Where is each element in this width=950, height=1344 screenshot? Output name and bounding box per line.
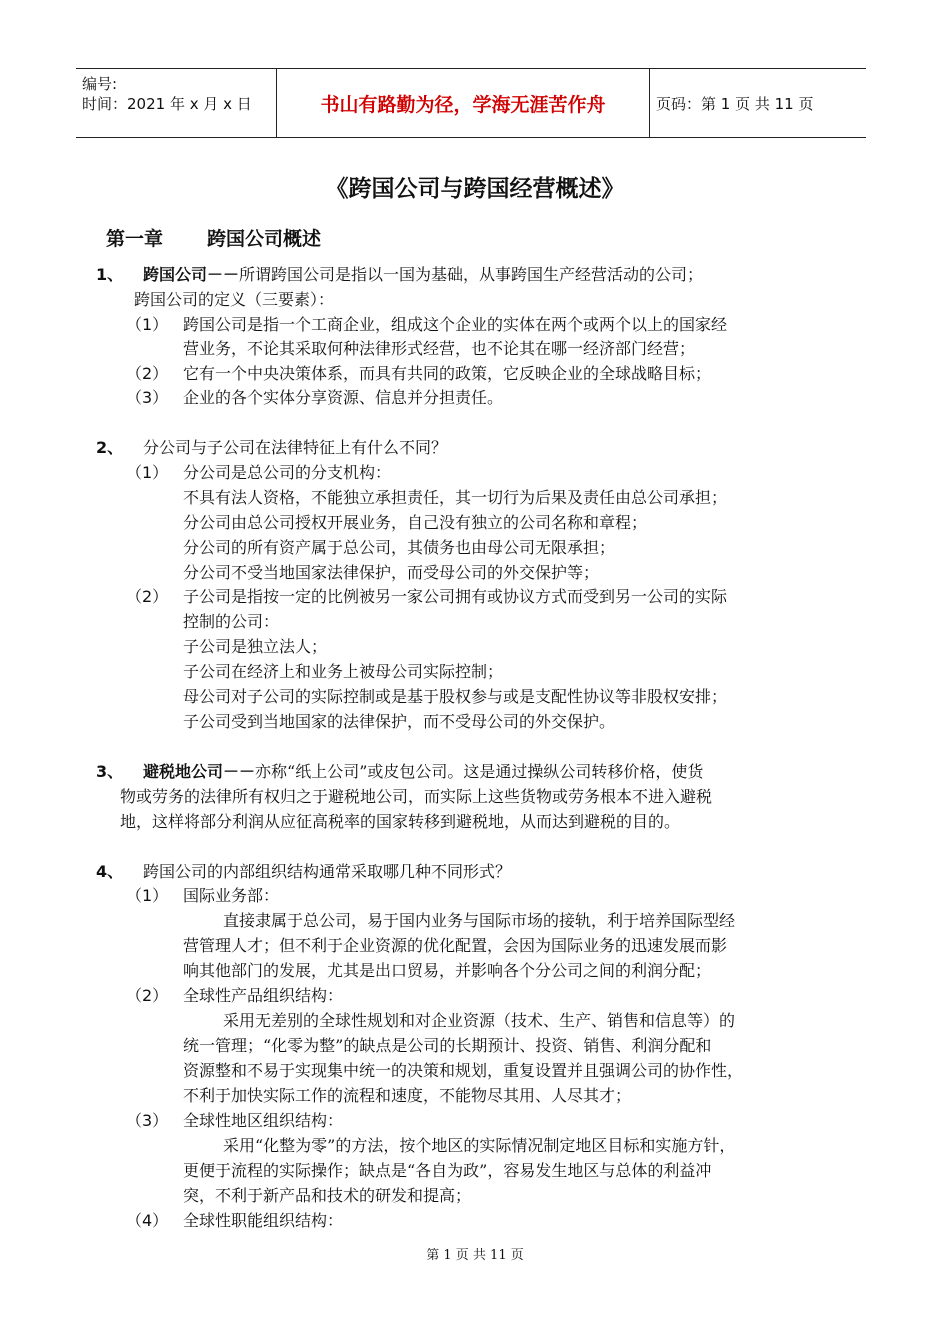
header-table bbox=[76, 68, 866, 138]
chapter-name: 跨国公司概述 bbox=[207, 228, 322, 250]
section-3-line-2: 物或劳务的法律所有权归之于避税地公司，而实际上这些货物或劳务根本不进入避税 bbox=[120, 787, 713, 806]
section-1-item-1-line-1: 跨国公司是指一个工商企业，组成这个企业的实体在两个或两个以上的国家经 bbox=[183, 315, 728, 334]
section-4-item-3: 全球性地区组织结构： bbox=[183, 1111, 344, 1130]
section-4-item-1-line-2: 营管理人才；但不利于企业资源的优化配置，会因为国际业务的迅速发展而影 bbox=[183, 936, 728, 955]
section-2-item-2-point-4: 子公司受到当地国家的法律保护，而不受母公司的外交保护。 bbox=[183, 712, 616, 731]
section-4-item-2-line-3: 资源整和不易于实现集中统一的决策和规划，重复设置并且强调公司的协作性， bbox=[183, 1061, 744, 1080]
number-label: 编号: bbox=[82, 75, 118, 93]
chapter-label: 第一章 bbox=[106, 228, 164, 250]
document-title: 《跨国公司与跨国经营概述》 bbox=[325, 176, 625, 202]
section-1-item-3-number: （3） bbox=[126, 388, 169, 407]
section-2-item-1-number: （1） bbox=[126, 463, 169, 482]
section-3-number: 3、 bbox=[96, 762, 124, 781]
motto: 书山有路勤为径，学海无涯苦作舟 bbox=[277, 69, 650, 137]
section-4-item-1-number: （1） bbox=[126, 886, 169, 905]
section-1-item-2-number: （2） bbox=[126, 364, 169, 383]
section-4-item-2-line-2: 统一管理；“化零为整”的缺点是公司的长期预计、投资、销售、利润分配和 bbox=[183, 1036, 712, 1055]
section-4-number: 4、 bbox=[96, 862, 124, 881]
section-4-item-4-number: （4） bbox=[126, 1211, 169, 1230]
section-1-term: 跨国公司－－ bbox=[143, 265, 240, 284]
section-2-item-1: 分公司是总公司的分支机构： bbox=[183, 463, 392, 482]
section-2-question: 分公司与子公司在法律特征上有什么不同？ bbox=[143, 438, 448, 457]
section-4-item-3-line-1: 采用“化整为零”的方法，按个地区的实际情况制定地区目标和实施方针， bbox=[223, 1136, 736, 1155]
section-4-item-1-line-1: 直接隶属于总公司，易于国内业务与国际市场的接轨，利于培养国际型经 bbox=[223, 911, 736, 930]
section-1-definition: 跨国公司的定义（三要素）： bbox=[134, 290, 335, 309]
section-2-item-2-point-1: 子公司是独立法人； bbox=[183, 637, 328, 656]
section-2-item-2-line-2: 控制的公司： bbox=[183, 612, 280, 631]
header-meta-cell bbox=[76, 69, 277, 137]
section-2-item-2-number: （2） bbox=[126, 587, 169, 606]
section-2-item-2-line-1: 子公司是指按一定的比例被另一家公司拥有或协议方式而受到另一公司的实际 bbox=[183, 587, 728, 606]
section-3-term: 避税地公司－－ bbox=[143, 762, 256, 781]
section-2-item-1-line-1: 不具有法人资格，不能独立承担责任，其一切行为后果及责任由总公司承担； bbox=[183, 488, 728, 507]
section-2-number: 2、 bbox=[96, 438, 124, 457]
section-3-line-1: 亦称“纸上公司”或皮包公司。这是通过操纵公司转移价格，使货 bbox=[255, 762, 704, 781]
time-label: 时间：2021 年 x 月 x 日 bbox=[82, 95, 252, 113]
section-2-item-1-line-4: 分公司不受当地国家法律保护，而受母公司的外交保护等； bbox=[183, 563, 600, 582]
section-4-item-2-line-4: 不利于加快实际工作的流程和速度，不能物尽其用、人尽其才； bbox=[183, 1086, 632, 1105]
page-footer: 第 1 页 共 11 页 bbox=[426, 1248, 524, 1263]
section-1-number: 1、 bbox=[96, 265, 124, 284]
section-3-first-line bbox=[143, 760, 703, 784]
section-2-item-1-line-3: 分公司的所有资产属于总公司，其债务也由母公司无限承担； bbox=[183, 538, 616, 557]
section-4-item-4: 全球性职能组织结构： bbox=[183, 1211, 344, 1230]
section-3-line-3: 地，这样将部分利润从应征高税率的国家转移到避税地，从而达到避税的目的。 bbox=[120, 812, 681, 831]
section-1-item-1-line-2: 营业务，不论其采取何种法律形式经营，也不论其在哪一经济部门经营； bbox=[183, 339, 696, 358]
section-4-item-3-line-2: 更便于流程的实际操作；缺点是“各自为政”，容易发生地区与总体的利益冲 bbox=[183, 1161, 712, 1180]
section-4-item-2: 全球性产品组织结构： bbox=[183, 986, 344, 1005]
section-2-item-1-line-2: 分公司由总公司授权开展业务，自己没有独立的公司名称和章程； bbox=[183, 513, 648, 532]
section-4-item-1-line-3: 响其他部门的发展，尤其是出口贸易，并影响各个分公司之间的利润分配； bbox=[183, 961, 712, 980]
section-2-item-2-point-3: 母公司对子公司的实际控制或是基于股权参与或是支配性协议等非股权安排； bbox=[183, 687, 728, 706]
section-4-question: 跨国公司的内部组织结构通常采取哪几种不同形式？ bbox=[143, 862, 512, 881]
chapter-heading bbox=[106, 224, 321, 251]
section-4-item-3-line-3: 突，不利于新产品和技术的研发和提高； bbox=[183, 1186, 472, 1205]
section-1-text: 所谓跨国公司是指以一国为基础，从事跨国生产经营活动的公司； bbox=[239, 265, 704, 284]
section-1-item-1-number: （1） bbox=[126, 315, 169, 334]
section-4-item-2-number: （2） bbox=[126, 986, 169, 1005]
section-4-item-3-number: （3） bbox=[126, 1111, 169, 1130]
section-1-item-3: 企业的各个实体分享资源、信息并分担责任。 bbox=[183, 388, 504, 407]
page-code: 页码：第 1 页 共 11 页 bbox=[656, 94, 814, 113]
section-4-item-1: 国际业务部： bbox=[183, 886, 280, 905]
section-1-item-2: 它有一个中央决策体系，而具有共同的政策，它反映企业的全球战略目标； bbox=[183, 364, 712, 383]
section-1-first-line bbox=[143, 263, 703, 287]
section-4-item-2-line-1: 采用无差别的全球性规划和对企业资源（技术、生产、销售和信息等）的 bbox=[223, 1011, 736, 1030]
section-2-item-2-point-2: 子公司在经济上和业务上被母公司实际控制； bbox=[183, 662, 504, 681]
